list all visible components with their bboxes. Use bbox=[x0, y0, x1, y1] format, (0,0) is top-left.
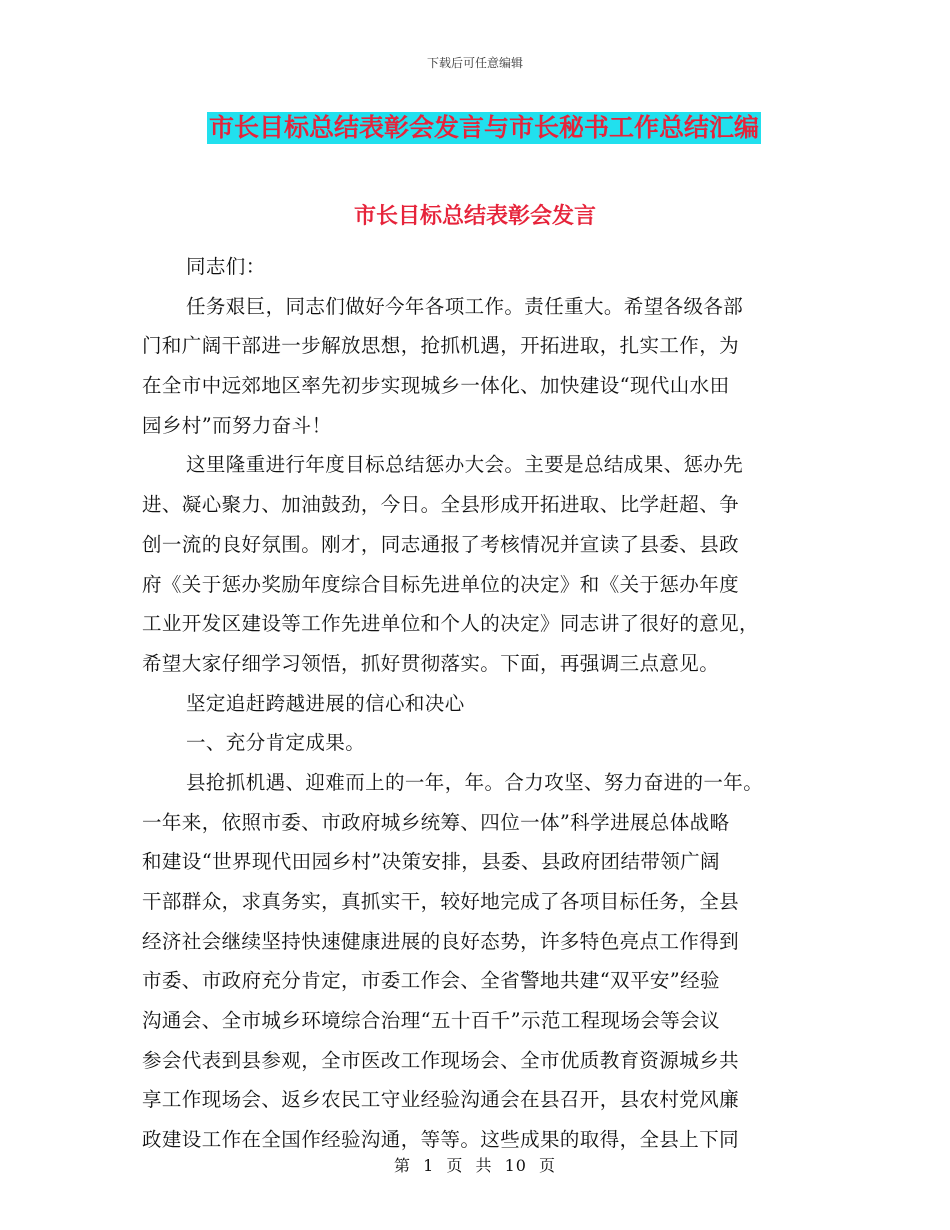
total-page-count: 10 bbox=[504, 1156, 527, 1175]
paragraph-line: 政建设工作在全国作经验沟通，等等。这些成果的取得，全县上下同 bbox=[142, 1128, 740, 1152]
paragraph-line: 和建设“世界现代田园乡村”决策安排，县委、县政府团结带领广阔 bbox=[142, 850, 720, 874]
paragraph-line: 沟通会、全市城乡环境综合治理“五十百千”示范工程现场会等会议 bbox=[142, 1009, 720, 1033]
section-title: 市长目标总结表彰会发言 bbox=[353, 204, 596, 229]
paragraph-line: 希望大家仔细学习领悟，抓好贯彻落实。下面，再强调三点意见。 bbox=[142, 651, 720, 675]
footer-total-word: 共 bbox=[475, 1156, 493, 1175]
footer-page-word: 页 bbox=[446, 1156, 464, 1175]
paragraph-line: 创一流的良好氛围。刚才，同志通报了考核情况并宣读了县委、县政 bbox=[142, 532, 740, 556]
current-page-number: 1 bbox=[423, 1156, 435, 1175]
section-heading: 坚定追赶跨越进展的信心和决心 bbox=[186, 691, 465, 715]
paragraph-line: 进、凝心聚力、加油鼓劲，今日。全县形成开拓进取、比学赶超、争 bbox=[142, 493, 740, 517]
paragraph-line: 门和广阔干部进一步解放思想，抢抓机遇，开拓进取，扎实工作，为 bbox=[142, 334, 740, 358]
paragraph-line: 享工作现场会、返乡农民工守业经验沟通会在县召开，县农村党风廉 bbox=[142, 1088, 740, 1112]
main-title: 市长目标总结表彰会发言与市长秘书工作总结汇编 bbox=[209, 113, 760, 142]
paragraph-line: 在全市中远郊地区率先初步实现城乡一体化、加快建设“现代山水田 bbox=[142, 374, 730, 398]
paragraph-line: 经济社会继续坚持快速健康进展的良好态势，许多特色亮点工作得到 bbox=[142, 929, 740, 953]
footer-prefix: 第 bbox=[393, 1156, 411, 1175]
paragraph-line: 市委、市政府充分肯定，市委工作会、全省警地共建“双平安”经验 bbox=[142, 969, 720, 993]
paragraph-line: 县抢抓机遇、迎难而上的一年，年。合力攻坚、努力奋进的一年。 bbox=[186, 770, 764, 794]
paragraph-line: 这里隆重进行年度目标总结惩办大会。主要是总结成果、惩办先 bbox=[186, 453, 744, 477]
body-text bbox=[142, 247, 802, 1160]
paragraph-line: 园乡村”而努力奋斗！ bbox=[142, 413, 332, 437]
page-footer bbox=[0, 1153, 950, 1176]
paragraph-line: 一年来，依照市委、市政府城乡统筹、四位一体”科学进展总体战略 bbox=[142, 810, 730, 834]
paragraph-line: 任务艰巨，同志们做好今年各项工作。责任重大。希望各级各部 bbox=[186, 294, 744, 318]
salutation: 同志们： bbox=[186, 255, 266, 278]
paragraph-line: 参会代表到县参观，全市医改工作现场会、全市优质教育资源城乡共 bbox=[142, 1048, 740, 1072]
paragraph-line: 府《关于惩办奖励年度综合目标先进单位的决定》和《关于惩办年度 bbox=[142, 572, 740, 596]
section-heading: 一、充分肯定成果。 bbox=[186, 731, 366, 755]
header-note: 下载后可任意编辑 bbox=[426, 56, 523, 70]
paragraph-line: 干部群众，求真务实，真抓实干，较好地完成了各项目标任务，全县 bbox=[142, 890, 740, 913]
footer-suffix: 页 bbox=[539, 1156, 557, 1175]
paragraph-line: 工业开发区建设等工作先进单位和个人的决定》同志讲了很好的意见， bbox=[142, 612, 759, 636]
